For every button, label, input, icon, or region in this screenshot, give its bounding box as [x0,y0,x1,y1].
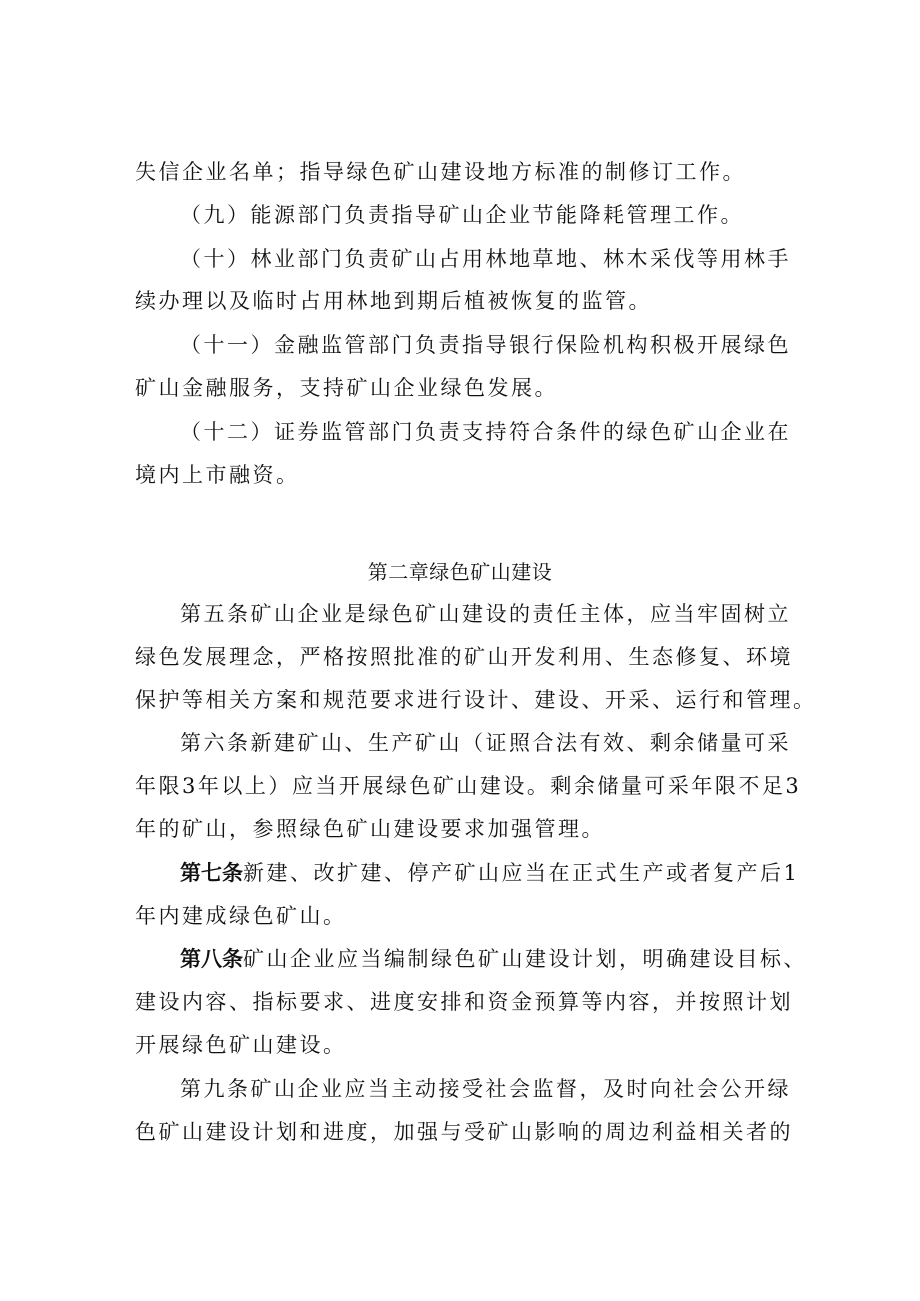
article-9-line: 色矿山建设计划和进度，加强与受矿山影响的周边利益相关者的 [135,1120,793,1144]
body-line: （十二）证券监管部门负责支持符合条件的绿色矿山企业在 [180,420,791,444]
article-8-line: 开展绿色矿山建设。 [135,1033,347,1057]
article-7-label: 第七条 [180,861,243,885]
article-7-line: 年内建成绿色矿山。 [135,904,347,928]
body-line: （九）能源部门负责指导矿山企业节能降耗管理工作。 [180,203,744,227]
article-8-line: 建设内容、指标要求、进度安排和资金预算等内容，并按照计划 [135,990,793,1014]
article-6-line: 第六条新建矿山、生产矿山（证照合法有效、剩余储量可采 [180,731,791,755]
article-8-text: 矿山企业应当编制绿色矿山建设计划，明确建设目标、 [243,947,807,971]
article-7-text: 新建、改扩建、停产矿山应当在正式生产或者复产后1 [243,861,800,885]
article-6-line: 年限3年以上）应当开展绿色矿山建设。剩余储量可采年限不足3 [135,774,802,798]
article-8-line [0,942,920,976]
body-line: 境内上市融资。 [135,463,300,487]
body-line: （十一）金融监管部门负责指导银行保险机构积极开展绿色 [180,333,791,357]
article-6-line: 年的矿山，参照绿色矿山建设要求加强管理。 [135,817,605,841]
body-line: 续办理以及临时占用林地到期后植被恢复的监管。 [135,289,652,313]
article-5-line: 保护等相关方案和规范要求进行设计、建设、开采、运行和管理。 [135,688,817,712]
chapter-heading: 第二章绿色矿山建设 [367,560,553,584]
body-line: 失信企业名单；指导绿色矿山建设地方标准的制修订工作。 [135,160,746,184]
article-8-label: 第八条 [180,947,243,971]
article-9-line: 第九条矿山企业应当主动接受社会监督，及时向社会公开绿 [180,1077,791,1101]
body-line: （十）林业部门负责矿山占用林地草地、林木采伐等用林手 [180,247,791,271]
body-line: 矿山金融服务，支持矿山企业绿色发展。 [135,376,558,400]
article-5-line: 绿色发展理念，严格按照批准的矿山开发利用、生态修复、环境 [135,645,793,669]
article-7-line [0,856,920,890]
article-5-line: 第五条矿山企业是绿色矿山建设的责任主体，应当牢固树立 [180,602,791,626]
